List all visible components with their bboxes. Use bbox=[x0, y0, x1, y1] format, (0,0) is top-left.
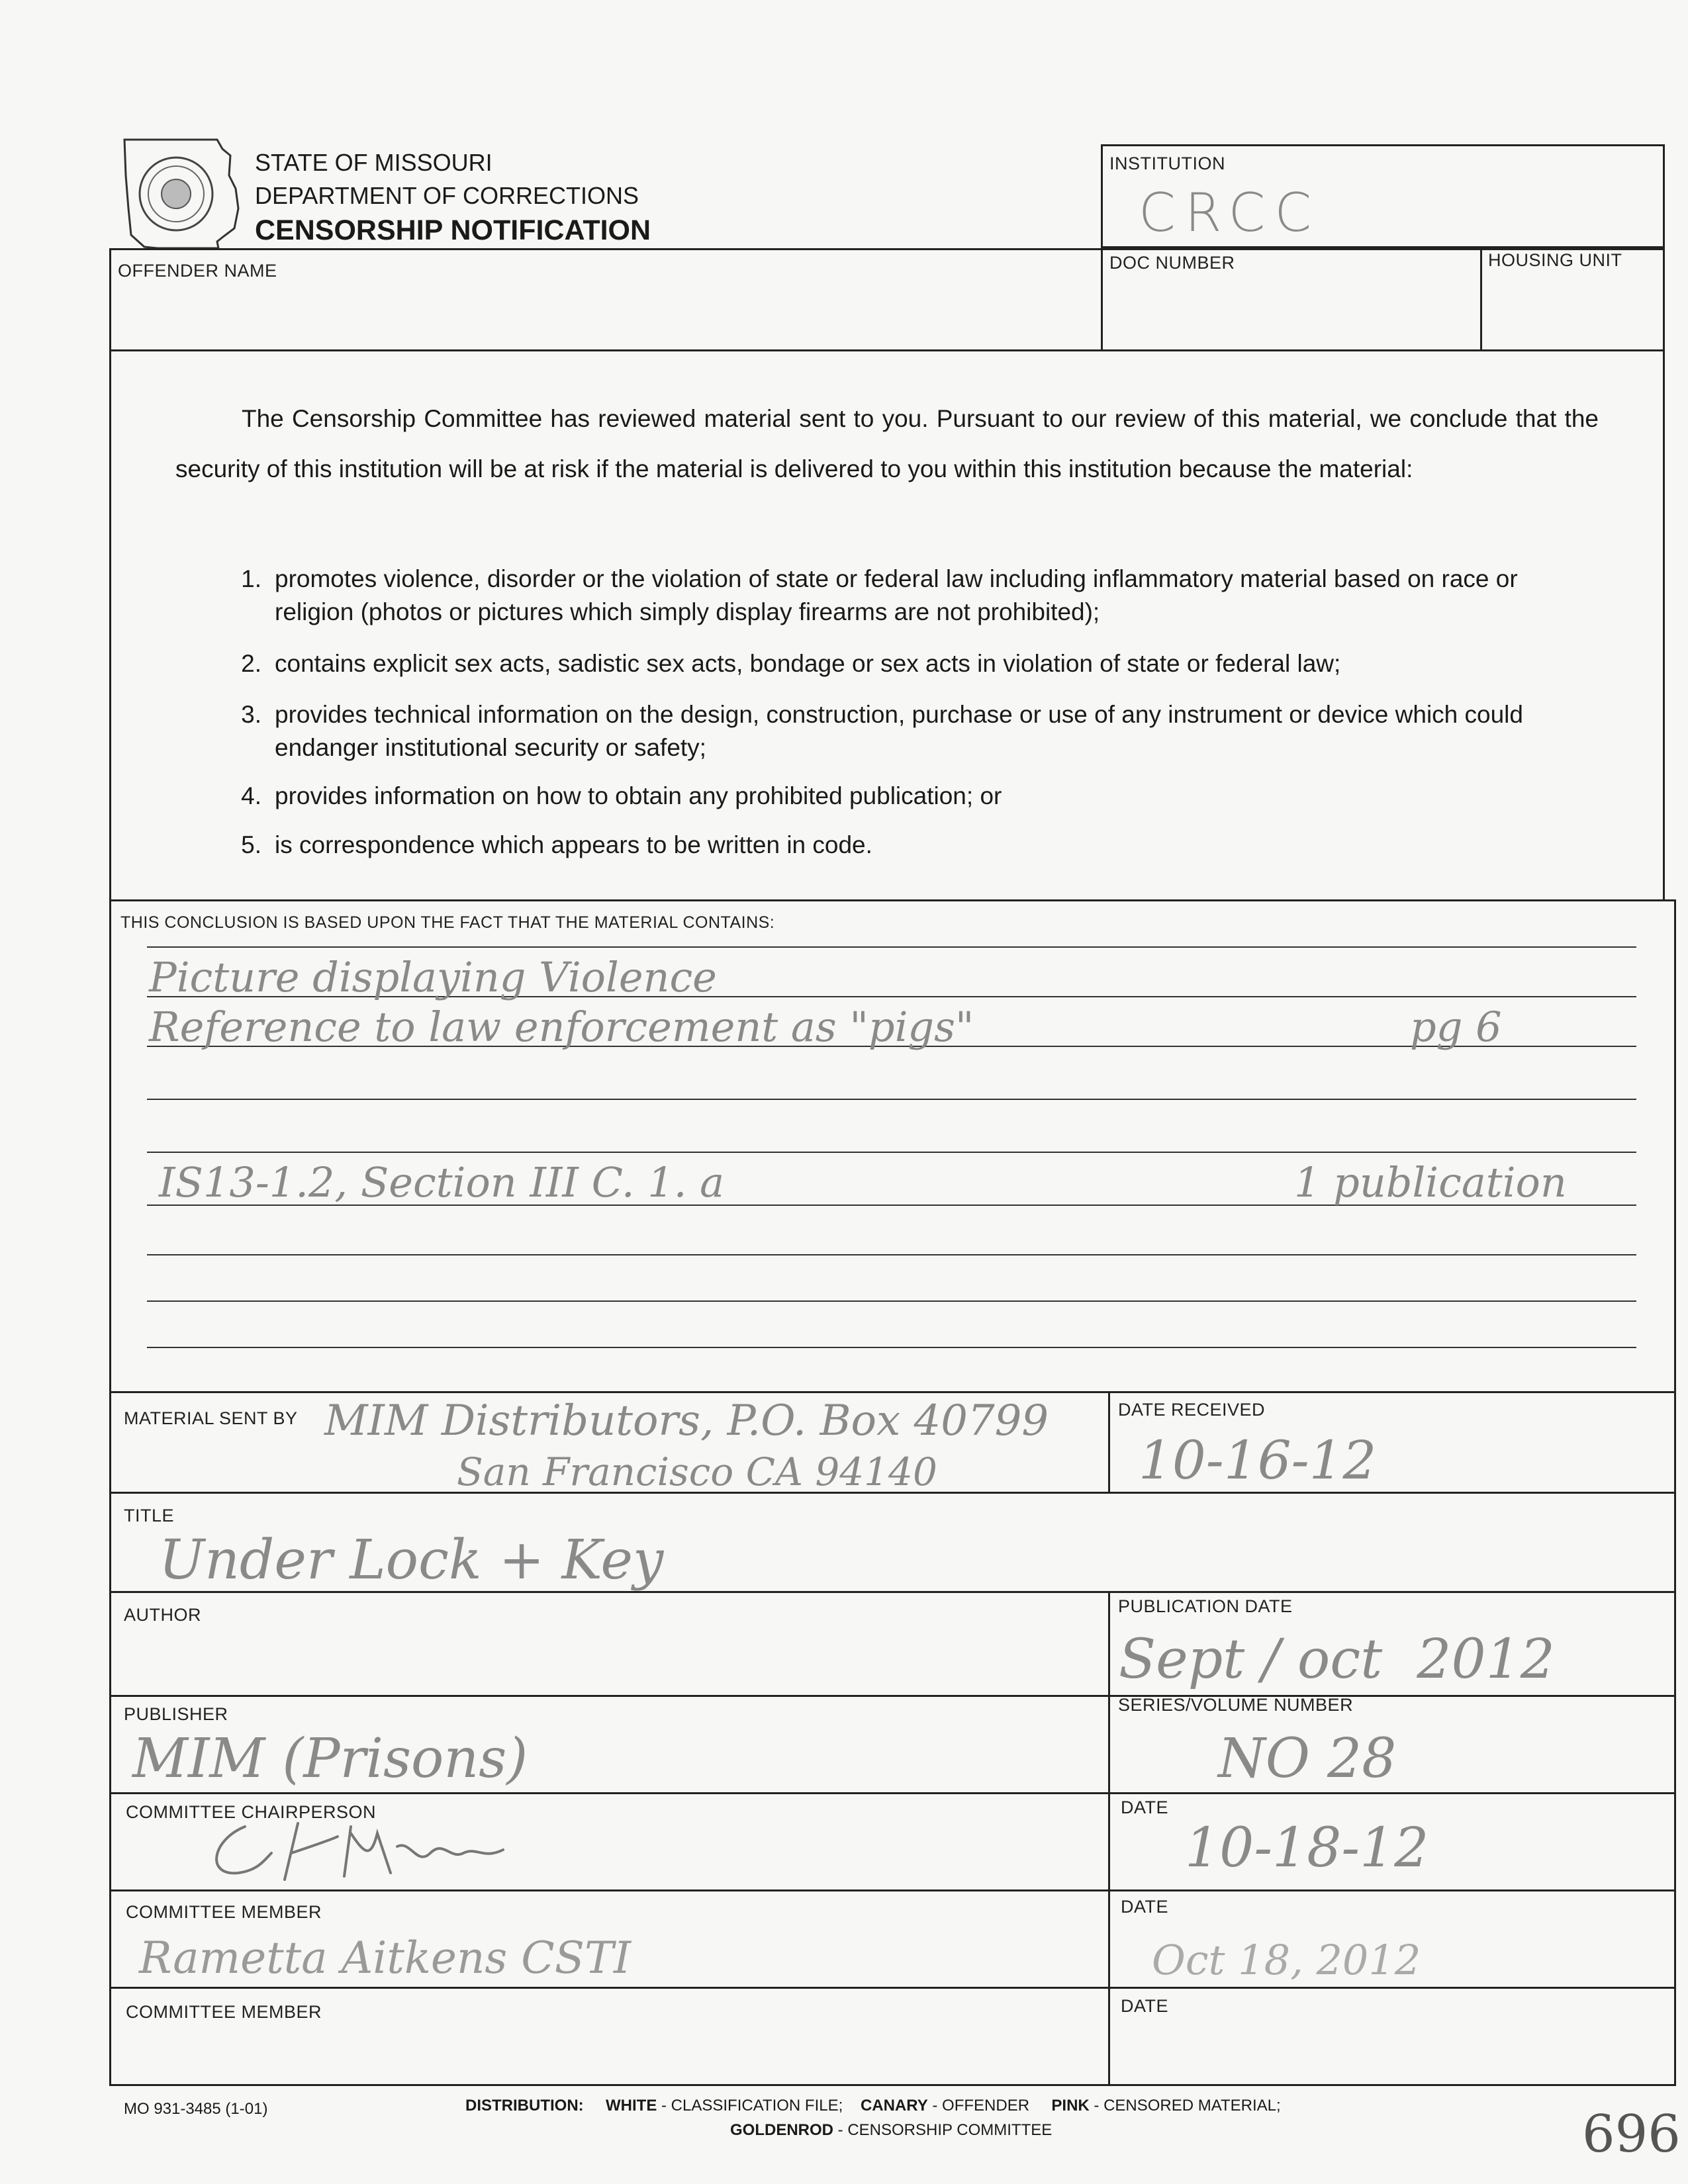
chairperson-date-value[interactable]: 10-18-12 bbox=[1185, 1817, 1429, 1880]
reason-text: is correspondence which appears to be written in code. bbox=[275, 831, 872, 858]
conclusion-line bbox=[147, 1152, 1636, 1153]
author-label: AUTHOR bbox=[124, 1605, 201, 1625]
material-sent-by-address[interactable]: San Francisco CA 94140 bbox=[457, 1449, 937, 1494]
conclusion-line bbox=[147, 1254, 1636, 1255]
author-box bbox=[109, 1591, 1110, 1697]
state-seal-logo bbox=[118, 136, 244, 251]
date-received-value[interactable]: 10-16-12 bbox=[1139, 1430, 1377, 1491]
member-2-date-box bbox=[1108, 1987, 1676, 2086]
conclusion-label: THIS CONCLUSION IS BASED UPON THE FACT THAT THE MATERIAL CONTAINS: bbox=[120, 913, 775, 932]
conclusion-line bbox=[147, 1347, 1636, 1348]
title-label: TITLE bbox=[124, 1506, 175, 1525]
conclusion-page-ref[interactable]: pg 6 bbox=[1410, 1003, 1502, 1051]
header-department: DEPARTMENT OF CORRECTIONS bbox=[255, 182, 639, 209]
date-received-label: DATE RECEIVED bbox=[1118, 1400, 1266, 1420]
committee-member-signature[interactable]: Rametta Aitkens CSTI bbox=[139, 1933, 632, 1983]
reason-text: promotes violence, disorder or the violation of state or federal law including inflammatory material based on race or religion (photos or pictures which simply display firearms are not prohibited); bbox=[275, 565, 1518, 625]
distribution-goldenrod-text: - CENSORSHIP COMMITTEE bbox=[837, 2121, 1053, 2139]
member-date-label: DATE bbox=[1121, 1897, 1169, 1917]
doc-number-label: DOC NUMBER bbox=[1109, 253, 1235, 273]
member-2-date-label: DATE bbox=[1121, 1996, 1169, 2016]
distribution-canary-text: - OFFENDER bbox=[932, 2097, 1030, 2115]
distribution-label: DISTRIBUTION: bbox=[465, 2097, 584, 2115]
committee-member-2-label: COMMITTEE MEMBER bbox=[126, 2002, 322, 2022]
committee-chairperson-label: COMMITTEE CHAIRPERSON bbox=[126, 1802, 377, 1822]
publisher-value[interactable]: MIM (Prisons) bbox=[132, 1727, 528, 1790]
form-title: CENSORSHIP NOTIFICATION bbox=[255, 214, 651, 246]
conclusion-policy-ref[interactable]: IS13-1.2, Section III C. 1. a bbox=[159, 1158, 725, 1206]
distribution-pink: PINK bbox=[1051, 2097, 1090, 2115]
page-mark: 696 bbox=[1582, 2105, 1681, 2164]
institution-label: INSTITUTION bbox=[1109, 154, 1225, 173]
material-sent-by-label: MATERIAL SENT BY bbox=[124, 1408, 298, 1428]
series-volume-value[interactable]: NO 28 bbox=[1218, 1727, 1397, 1790]
distribution-pink-text: - CENSORED MATERIAL; bbox=[1094, 2097, 1281, 2115]
chairperson-signature[interactable] bbox=[199, 1813, 543, 1886]
material-sent-by-value[interactable]: MIM Distributors, P.O. Box 40799 bbox=[324, 1396, 1049, 1445]
title-value[interactable]: Under Lock + Key bbox=[159, 1529, 664, 1592]
header-state: STATE OF MISSOURI bbox=[255, 149, 492, 176]
distribution-line bbox=[465, 2097, 1281, 2115]
distribution-white-text: - CLASSIFICATION FILE; bbox=[661, 2097, 843, 2115]
form-number: MO 931-3485 (1-01) bbox=[124, 2100, 268, 2118]
housing-unit-label: HOUSING UNIT bbox=[1488, 250, 1622, 270]
distribution-goldenrod: GOLDENROD bbox=[730, 2121, 833, 2139]
review-intro-paragraph: The Censorship Committee has reviewed material sent to you. Pursuant to our review of this material, we conclude that the security of this institution will be at risk if the material is delivered to you within this institution because the material: bbox=[175, 405, 1599, 482]
chairperson-date-label: DATE bbox=[1121, 1797, 1169, 1817]
conclusion-handwritten-line-1[interactable]: Picture displaying Violence bbox=[149, 953, 717, 1001]
reason-number: 4. bbox=[241, 782, 261, 809]
publisher-label: PUBLISHER bbox=[124, 1704, 228, 1724]
institution-value[interactable]: CRCC bbox=[1139, 182, 1321, 244]
reason-number: 2. bbox=[241, 650, 261, 677]
offender-name-label: OFFENDER NAME bbox=[118, 261, 277, 281]
reason-number: 5. bbox=[241, 831, 261, 858]
reason-text: contains explicit sex acts, sadistic sex acts, bondage or sex acts in violation of state or federal law; bbox=[275, 650, 1341, 677]
distribution-line-2 bbox=[730, 2121, 1052, 2140]
distribution-white: WHITE bbox=[606, 2097, 657, 2115]
conclusion-handwritten-line-2[interactable]: Reference to law enforcement as "pigs" bbox=[149, 1003, 974, 1051]
conclusion-publication-count[interactable]: 1 publication bbox=[1294, 1158, 1567, 1206]
distribution-canary: CANARY bbox=[860, 2097, 928, 2115]
reason-text: provides technical information on the design, construction, purchase or use of any instrument or device which could endanger institutional security or safety; bbox=[275, 701, 1523, 761]
member-date-value[interactable]: Oct 18, 2012 bbox=[1152, 1936, 1421, 1984]
publication-date-value[interactable]: Sept / oct 2012 bbox=[1119, 1628, 1555, 1691]
reason-text: provides information on how to obtain any prohibited publication; or bbox=[275, 782, 1002, 809]
series-volume-label: SERIES/VOLUME NUMBER bbox=[1118, 1695, 1354, 1715]
publication-date-label: PUBLICATION DATE bbox=[1118, 1596, 1293, 1616]
reason-number: 1. bbox=[241, 565, 261, 592]
conclusion-line bbox=[147, 1300, 1636, 1302]
conclusion-line bbox=[147, 1099, 1636, 1100]
reason-number: 3. bbox=[241, 701, 261, 728]
conclusion-line bbox=[147, 946, 1636, 948]
committee-member-label: COMMITTEE MEMBER bbox=[126, 1902, 322, 1922]
